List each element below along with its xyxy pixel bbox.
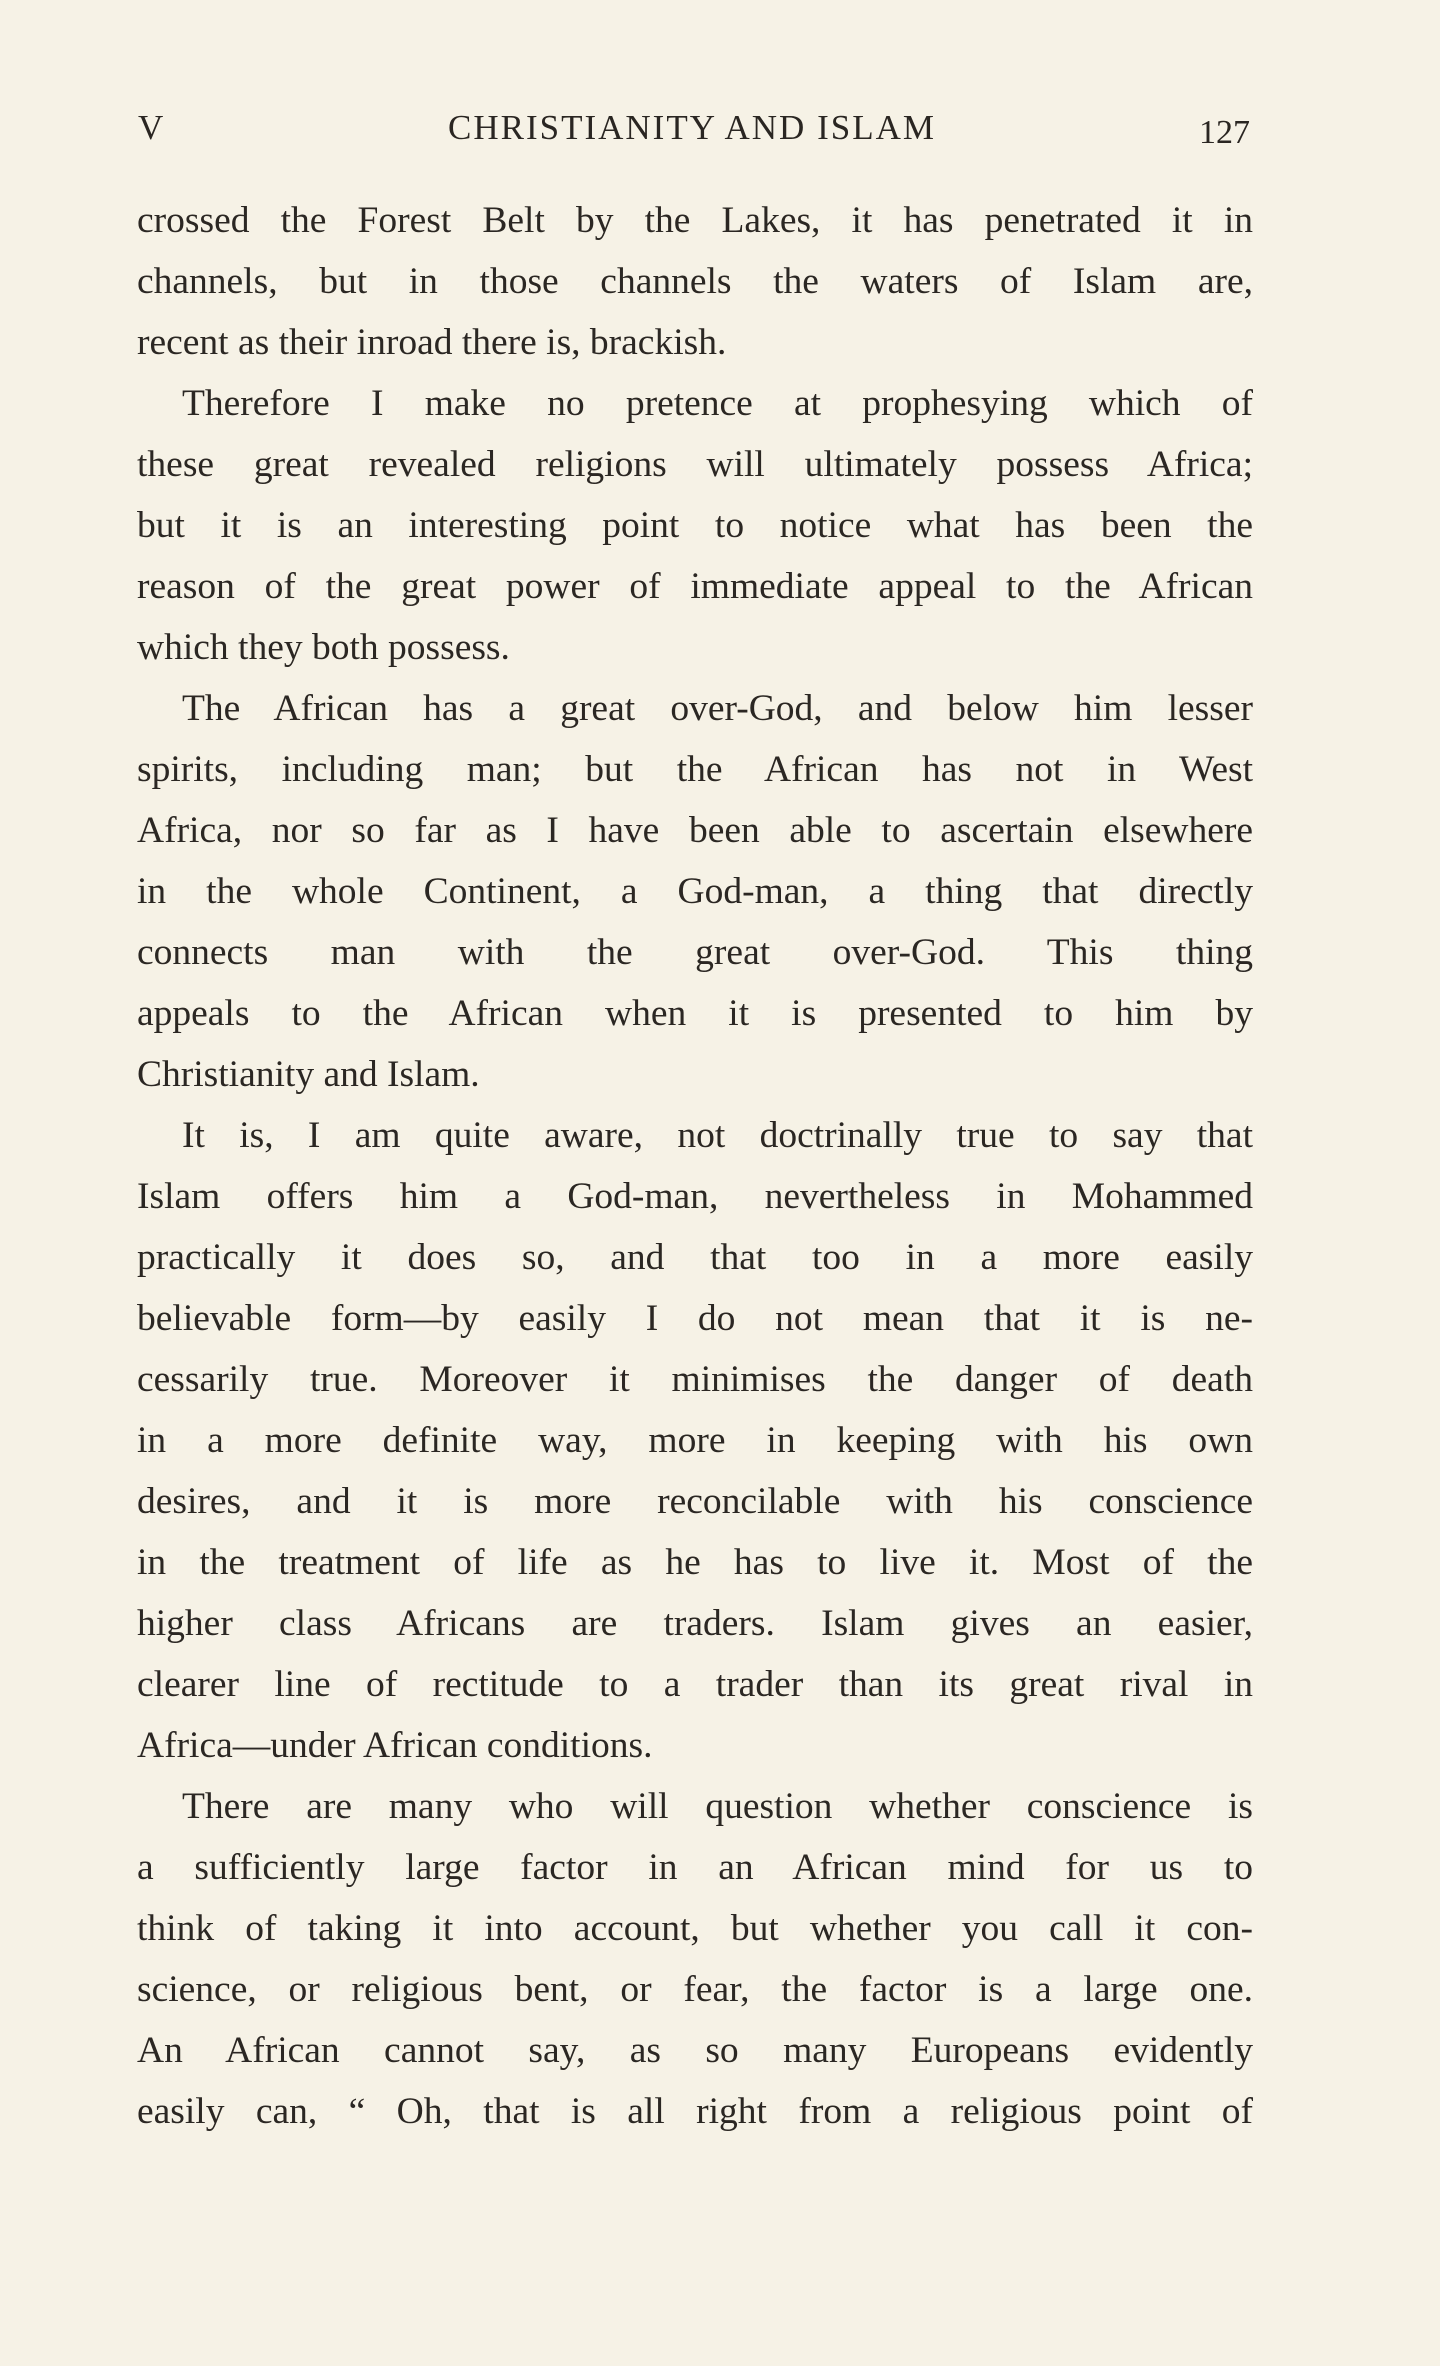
text-line: reason of the great power of immediate appeal to the African bbox=[137, 566, 1253, 607]
text-line: believable form—by easily I do not mean that it is ne- bbox=[137, 1298, 1253, 1339]
text-line: cessarily true. Moreover it minimises the danger of death bbox=[137, 1359, 1253, 1400]
text-line: There are many who will question whether conscience is bbox=[182, 1786, 1253, 1827]
text-line: channels, but in those channels the waters of Islam are, bbox=[137, 261, 1253, 302]
page-number: 127 bbox=[1199, 114, 1250, 151]
text-line: clearer line of rectitude to a trader than its great rival in bbox=[137, 1664, 1253, 1705]
text-line: in a more definite way, more in keeping with his own bbox=[137, 1420, 1253, 1461]
text-line: think of taking it into account, but whether you call it con- bbox=[137, 1908, 1253, 1949]
text-line: Christianity and Islam. bbox=[137, 1054, 480, 1095]
text-line: practically it does so, and that too in a more easily bbox=[137, 1237, 1253, 1278]
running-header bbox=[134, 108, 1250, 158]
text-line: desires, and it is more reconcilable with his conscience bbox=[137, 1481, 1253, 1522]
text-line: higher class Africans are traders. Islam gives an easier, bbox=[137, 1603, 1253, 1644]
text-line: An African cannot say, as so many Europeans evidently bbox=[137, 2030, 1253, 2071]
paragraph bbox=[137, 190, 1253, 373]
text-line: these great revealed religions will ultimately possess Africa; bbox=[137, 444, 1253, 485]
paragraph bbox=[137, 373, 1253, 678]
paragraph bbox=[137, 678, 1253, 1105]
body-text bbox=[137, 190, 1253, 2142]
text-line: Africa, nor so far as I have been able to ascertain elsewhere bbox=[137, 810, 1253, 851]
paragraph bbox=[137, 1105, 1253, 1776]
text-line: crossed the Forest Belt by the Lakes, it has penetrated it in bbox=[137, 200, 1253, 241]
running-title: CHRISTIANITY AND ISLAM bbox=[448, 108, 936, 147]
chapter-number: V bbox=[138, 108, 165, 147]
text-line: in the whole Continent, a God-man, a thing that directly bbox=[137, 871, 1253, 912]
text-line: Therefore I make no pretence at prophesying which of bbox=[182, 383, 1253, 424]
text-line: recent as their inroad there is, brackish. bbox=[137, 322, 727, 363]
text-line: which they both possess. bbox=[137, 627, 510, 668]
text-line: but it is an interesting point to notice what has been the bbox=[137, 505, 1253, 546]
text-line: It is, I am quite aware, not doctrinally true to say that bbox=[182, 1115, 1253, 1156]
text-line: Islam offers him a God-man, nevertheless in Mohammed bbox=[137, 1176, 1253, 1217]
text-line: appeals to the African when it is presented to him by bbox=[137, 993, 1253, 1034]
text-line: easily can, “ Oh, that is all right from a religious point of bbox=[137, 2091, 1253, 2132]
text-line: The African has a great over-God, and below him lesser bbox=[182, 688, 1253, 729]
text-line: in the treatment of life as he has to live it. Most of the bbox=[137, 1542, 1253, 1583]
paragraph bbox=[137, 1776, 1253, 2142]
text-line: connects man with the great over-God. This thing bbox=[137, 932, 1253, 973]
text-line: a sufficiently large factor in an African mind for us to bbox=[137, 1847, 1253, 1888]
text-line: spirits, including man; but the African has not in West bbox=[137, 749, 1253, 790]
text-line: Africa—under African conditions. bbox=[137, 1725, 653, 1766]
text-line: science, or religious bent, or fear, the factor is a large one. bbox=[137, 1969, 1253, 2010]
